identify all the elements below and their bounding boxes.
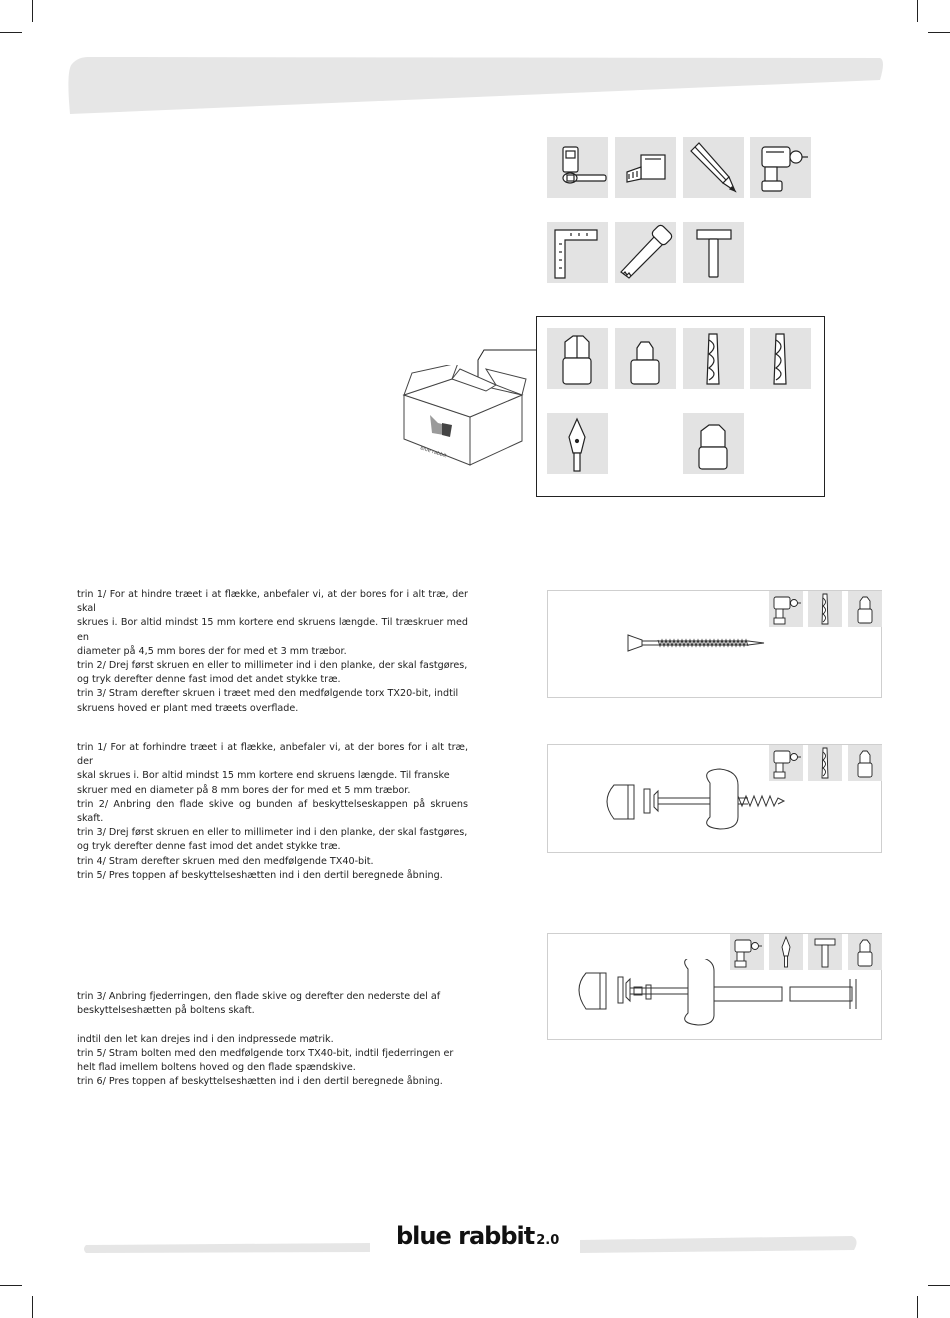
- instruction-line: trin 2/ Drej først skruen en eller to millimeter ind i den planke, der skal fastgøres,: [77, 660, 468, 672]
- step-instructions-1: [77, 588, 468, 716]
- instruction-line: trin 6/ Pres toppen af beskyttelseshætten ind i den dertil beregnede åbning.: [77, 1076, 443, 1088]
- box-logo-text: blue rabbit: [419, 445, 448, 460]
- square-ruler-icon: [547, 222, 608, 283]
- socket-wrench-icon: [547, 137, 608, 198]
- instruction-line: trin 3/ Anbring fjederringen, den flade skive og derefter den nederste del af: [77, 991, 441, 1002]
- instruction-line: trin 3/ Drej først skruen en eller to millimeter ind i den planke, der skal fastgøres,: [77, 827, 468, 839]
- crop-mark: [0, 1285, 22, 1286]
- torx-bit-icon: [547, 328, 608, 389]
- crop-mark: [917, 1296, 918, 1318]
- instruction-line: trin 3/ Stram derefter skruen i træet med den medfølgende torx TX20-bit, indtil: [77, 688, 459, 700]
- instruction-line: trin 1/ For at forhindre træet i at flække, anbefaler vi, at der bores for i alt træ, der: [77, 742, 468, 768]
- torx-bit-icon: [615, 328, 676, 389]
- drill-icon: [769, 745, 803, 781]
- footer-bar-left: [80, 1240, 372, 1256]
- crop-mark: [928, 1285, 950, 1286]
- spade-bit-icon: [769, 934, 803, 970]
- torx-bit-icon: [848, 934, 882, 970]
- instruction-line: og tryk derefter denne fast imod det andet stykke træ.: [77, 841, 341, 853]
- instruction-line: trin 5/ Pres toppen af beskyttelseshætten ind i den dertil beregnede åbning.: [77, 869, 443, 881]
- step-instructions-3: [77, 990, 468, 1089]
- instruction-line: skal skrues i. Bor altid mindst 15 mm kortere end skruens længde. Til franske: [77, 770, 450, 782]
- instruction-line: skruens hoved er plant med træets overflade.: [77, 702, 299, 714]
- drill-bit-icon: [808, 591, 842, 627]
- instruction-line: trin 5/ Stram bolten med den medfølgende torx TX40-bit, indtil fjederringen er: [77, 1047, 454, 1059]
- drill-icon: [769, 591, 803, 627]
- torx-bit-icon: [848, 591, 882, 627]
- instruction-line: trin 4/ Stram derefter skruen med den medfølgende TX40-bit.: [77, 855, 374, 867]
- drill-bit-icon: [683, 328, 744, 389]
- drill-bit-icon: [750, 328, 811, 389]
- instruction-line: helt flad imellem boltens hoved og den flade spændskive.: [77, 1062, 356, 1073]
- torx-bit-icon: [848, 745, 882, 781]
- drill-icon: [750, 137, 811, 198]
- package-box-illustration: [398, 365, 530, 470]
- instruction-line: skrues i. Bor altid mindst 15 mm kortere end skruens længde. Til træskruer med en: [77, 617, 468, 643]
- instruction-line: trin 1/ For at hindre træet i at flække, anbefaler vi, at der bores for i alt træ, der skal: [77, 589, 468, 615]
- drill-icon: [730, 934, 764, 970]
- brand-name: blue rabbit: [396, 1222, 535, 1250]
- crop-mark: [32, 1296, 33, 1318]
- instruction-line: indtil den let kan drejes ind i den indpressede møtrik.: [77, 1033, 334, 1045]
- drill-bit-icon: [808, 745, 842, 781]
- instruction-line: skruer med en diameter på 8 mm bores der for med et 5 mm træbor.: [77, 784, 411, 796]
- footer-brand-logo: [396, 1222, 560, 1256]
- wood-screw-illustration: [618, 631, 778, 655]
- hammer-icon: [683, 222, 744, 283]
- tape-measure-icon: [615, 137, 676, 198]
- hammer-icon: [808, 934, 842, 970]
- pencil-icon: [683, 137, 744, 198]
- instruction-line: diameter på 4,5 mm bores der for med et 3 mm træbor.: [77, 645, 347, 657]
- brand-version: 2.0: [536, 1233, 560, 1248]
- header-banner: [0, 0, 950, 130]
- instruction-line: trin 2/ Anbring den flade skive og bunden af beskyttelseskappen på skruens skaft.: [77, 798, 468, 825]
- instruction-line: beskyttelseshætten på boltens skaft.: [77, 1005, 255, 1017]
- footer-bar-right: [578, 1234, 862, 1256]
- torx-bit-icon: [683, 413, 744, 474]
- spade-bit-icon: [547, 413, 608, 474]
- step-instructions-2: [77, 741, 468, 883]
- saw-icon: [615, 222, 676, 283]
- instruction-line: og tryk derefter denne fast imod det andet stykke træ.: [77, 674, 341, 686]
